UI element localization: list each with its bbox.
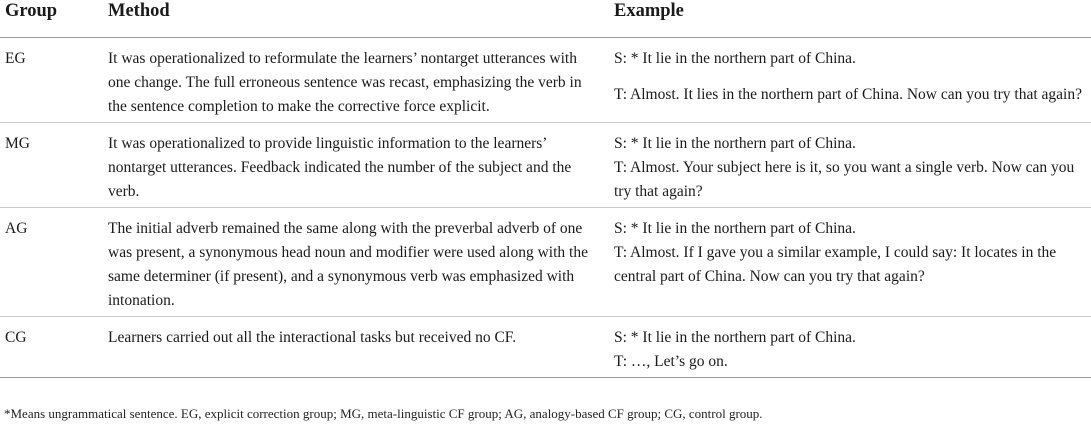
- table-footnote: *Means ungrammatical sentence. EG, explicit correction group; MG, meta-linguistic CF group; AG, analogy-based CF group; CG, control group.: [4, 406, 763, 421]
- student-utterance: S: * It lie in the northern part of China.: [614, 220, 856, 237]
- teacher-response: T: Almost. If I gave you a similar example, I could say: It locates in the central part of China. Now can you try that again?: [614, 244, 1057, 285]
- group-cell: MG: [0, 123, 104, 208]
- header-group: Group: [0, 0, 104, 38]
- teacher-response: T: …, Let’s go on.: [614, 353, 728, 370]
- teacher-response: T: Almost. It lies in the northern part of China. Now can you try that again?: [614, 86, 1082, 103]
- table-row: [0, 208, 1091, 317]
- group-cell: AG: [0, 208, 104, 317]
- student-utterance: S: * It lie in the northern part of China.: [614, 50, 856, 67]
- student-utterance: S: * It lie in the northern part of China.: [614, 135, 856, 152]
- header-example: Example: [610, 0, 1091, 38]
- header-method: Method: [104, 0, 610, 38]
- table-row: [0, 38, 1091, 123]
- table-row: [0, 317, 1091, 378]
- method-cell: Learners carried out all the interactional tasks but received no CF.: [104, 317, 610, 378]
- table-header: [0, 0, 1091, 38]
- example-cell: [610, 317, 1091, 378]
- example-cell: [610, 123, 1091, 208]
- teacher-response: T: Almost. Your subject here is it, so you want a single verb. Now can you try that again?: [614, 159, 1075, 200]
- table-row: [0, 123, 1091, 208]
- method-cell: The initial adverb remained the same along with the preverbal adverb of one was present, a synonymous head noun and modifier were used along with the same determiner (if present), and a synonymous verb was emphasized with intonation.: [104, 208, 610, 317]
- table-body: [0, 38, 1091, 378]
- example-cell: [610, 208, 1091, 317]
- method-cell: It was operationalized to provide linguistic information to the learners’ nontarget utterances. Feedback indicated the number of the subject and the verb.: [104, 123, 610, 208]
- header-row: [0, 0, 1091, 38]
- example-cell: [610, 38, 1091, 123]
- method-cell: It was operationalized to reformulate the learners’ nontarget utterances with one change. The full erroneous sentence was recast, emphasizing the verb in the sentence completion to make the corrective force explicit.: [104, 38, 610, 123]
- group-cell: CG: [0, 317, 104, 378]
- student-utterance: S: * It lie in the northern part of China.: [614, 329, 856, 346]
- group-cell: EG: [0, 38, 104, 123]
